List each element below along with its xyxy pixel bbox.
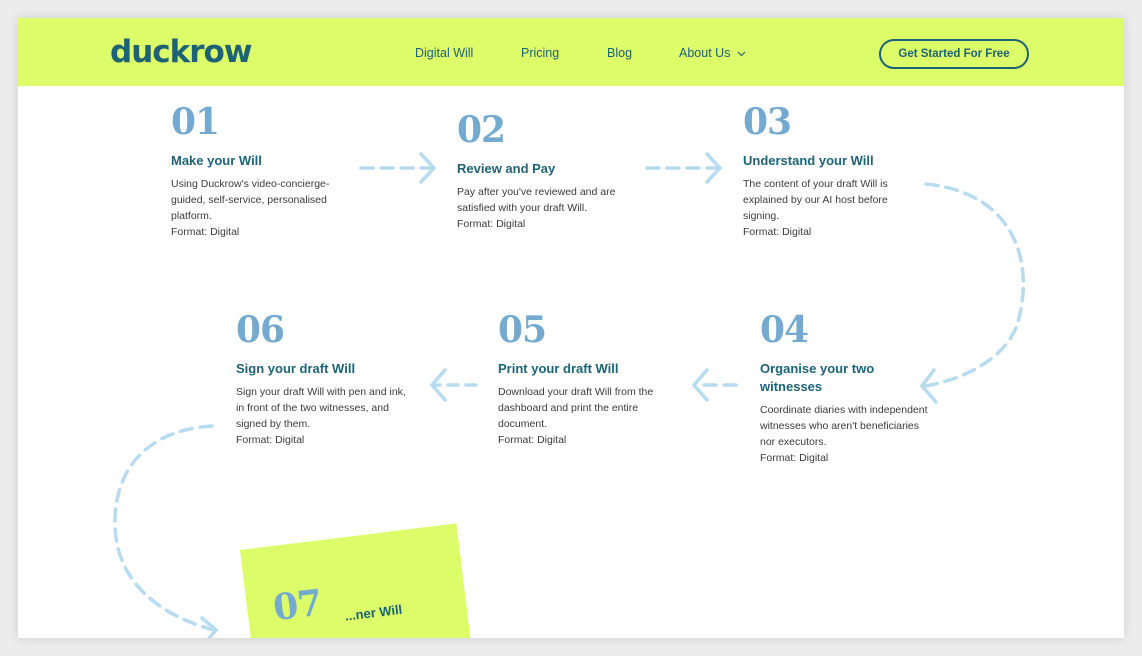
- chevron-down-icon: [737, 51, 746, 57]
- step-04: [760, 310, 935, 466]
- step-number: 06: [236, 309, 285, 351]
- step-number: 05: [498, 309, 547, 351]
- step-format: Format: Digital: [760, 452, 829, 464]
- duckrow-logo[interactable]: duckrow: [110, 34, 252, 70]
- step-format: Format: Digital: [498, 434, 567, 446]
- step-description: Coordinate diaries with independent witnesses who aren't beneficiaries nor executors.: [760, 404, 928, 448]
- nav-link-blog[interactable]: Blog: [607, 46, 633, 60]
- step-title: Print your draft Will: [498, 361, 619, 376]
- step-03: [743, 102, 923, 240]
- step-description: Pay after you've reviewed and are satisfied with your draft Will.: [457, 186, 616, 214]
- page-frame: [18, 18, 1124, 638]
- step-number: 01: [171, 101, 220, 143]
- nav-link-about-us[interactable]: [679, 46, 746, 60]
- step-06: [236, 310, 411, 448]
- step-02: [457, 110, 647, 232]
- arrow-6-7: [115, 426, 214, 630]
- nav-link-pricing[interactable]: Pricing: [521, 46, 560, 60]
- step-description: Using Duckrow's video-concierge-guided, self-service, personalised platform.: [171, 178, 330, 222]
- step-title: ...ner Will: [343, 601, 404, 624]
- step-number: 07: [270, 581, 324, 630]
- top-navbar: [18, 18, 1124, 86]
- step-description: Sign your draft Will with pen and ink, in front of the two witnesses, and signed by them.: [236, 386, 406, 430]
- step-description: The content of your draft Will is explained by our AI host before signing.: [743, 178, 888, 222]
- step-number: 04: [760, 309, 809, 351]
- step-format: Format: Digital: [743, 226, 812, 238]
- step-format: Format: Digital: [171, 226, 240, 238]
- nav-link-about-us-label: About Us: [679, 46, 731, 60]
- step-05: [498, 310, 678, 448]
- step-number: 02: [457, 109, 506, 151]
- step-title: Make your Will: [171, 153, 262, 168]
- step-description: Download your draft Will from the dashboard and print the entire document.: [498, 386, 654, 430]
- step-number: 03: [743, 101, 792, 143]
- nav-link-digital-will[interactable]: Digital Will: [415, 46, 474, 60]
- step-format: Format: Digital: [457, 218, 526, 230]
- step-title: Organise your two witnesses: [760, 361, 875, 394]
- get-started-button[interactable]: Get Started For Free: [879, 39, 1029, 69]
- step-title: Review and Pay: [457, 161, 556, 176]
- step-format: Format: Digital: [236, 434, 305, 446]
- step-01: [171, 102, 361, 240]
- step-title: Understand your Will: [743, 153, 874, 168]
- arrow-3-4: [926, 184, 1023, 386]
- step-title: Sign your draft Will: [236, 361, 356, 376]
